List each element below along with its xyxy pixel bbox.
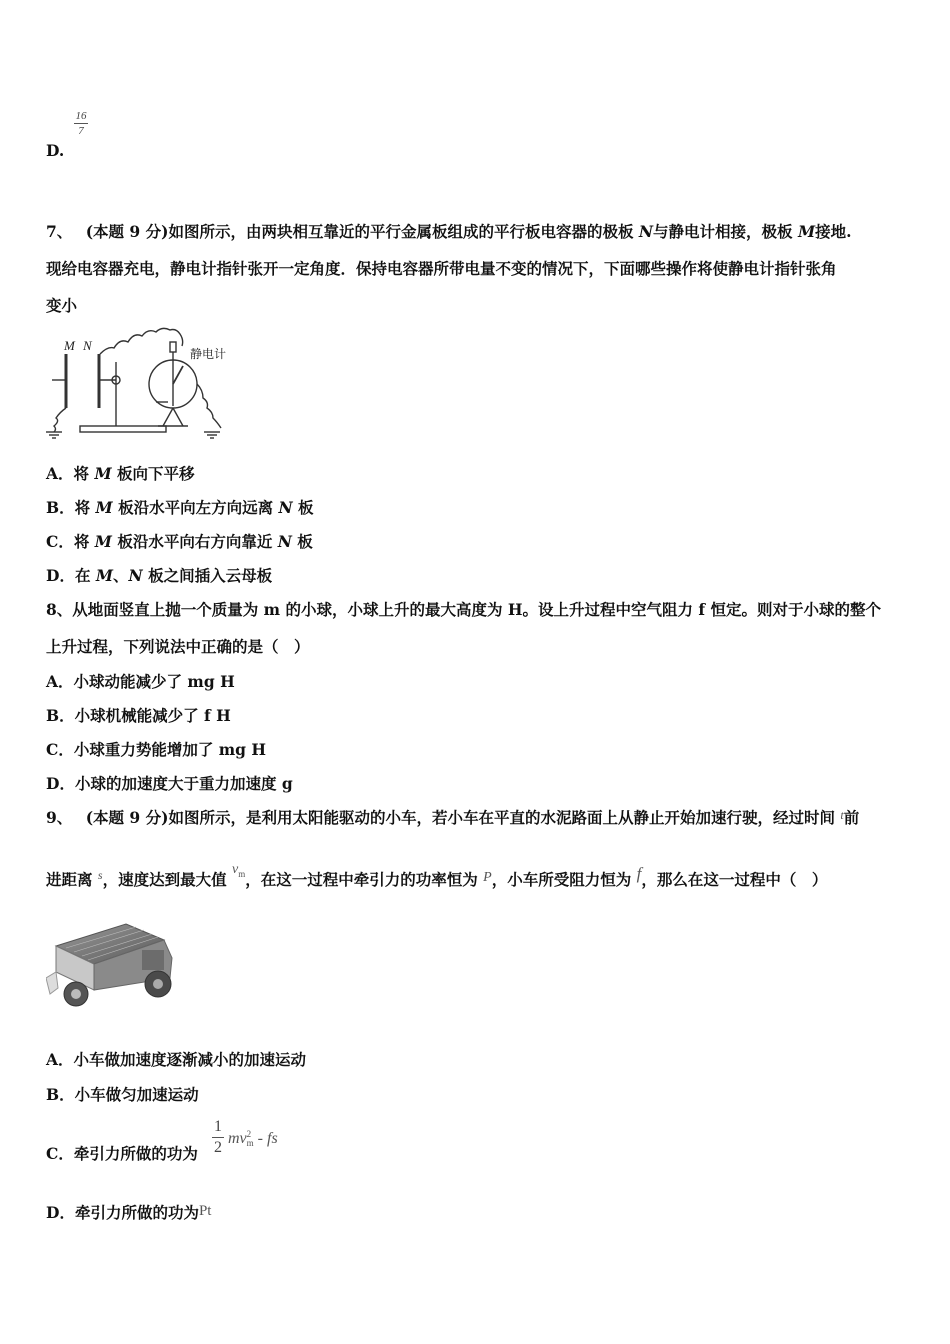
capacitor-electrometer-figure [44,322,244,444]
option-d-label-top: D. [46,141,65,160]
q7-option-d-n: N [128,566,143,585]
q7-plate-n: N [638,222,654,241]
q7-option-d [46,566,272,586]
q9-line-2 [46,862,828,896]
q9-option-d-expr: Pt [198,1203,212,1219]
q9-text-2e: ，那么在这一过程中（ ） [641,870,828,889]
solar-car-image [46,918,186,1018]
q7-option-b-label: B． [46,498,75,517]
q9-points: (本题 9 分) [85,808,169,827]
q7-text-1a: 如图所示，由两块相互靠近的平行金属板组成的平行板电容器的极板 [168,222,634,241]
q7-points: (本题 9 分) [85,222,169,241]
q7-option-d-pre: 在 [74,566,96,585]
q9-text-2b: ，速度达到最大值 [102,870,227,889]
q9-option-a [46,1050,306,1070]
q9-option-b [46,1085,199,1105]
q9-symbol-p: P [483,870,492,885]
q9-option-d-text: 牵引力所做的功为 [74,1203,199,1222]
q7-option-a-post: 板向下平移 [111,464,195,483]
q7-text-1c: 接地. [815,222,852,241]
q9-option-c-mv: mv [228,1130,247,1147]
q9-number: 9、 [46,808,73,827]
q9-option-c-supsub [247,1130,254,1148]
q8-option-c-text: 小球重力势能增加了 mg H [73,740,267,759]
q8-option-d [46,774,293,794]
q9-text-1: 如图所示，是利用太阳能驱动的小车，若小车在平直的水泥路面上从静止开始加速行驶，经过时间 [168,808,835,827]
q9-option-c-sup: 2 [246,1129,252,1140]
q7-option-a-m: M [94,464,112,483]
q7-option-d-sep: 、 [113,566,129,585]
q9-option-c-frac-den: 2 [214,1139,222,1156]
q7-option-b-n: N [278,498,293,517]
solar-car-figure [46,918,186,1018]
q9-text-2c: ，在这一过程中牵引力的功率恒为 [245,870,478,889]
q9-option-c-rest: - fs [257,1130,278,1147]
q7-option-c [46,532,313,552]
q7-option-c-pre: 将 [73,532,95,551]
q9-symbol-s: s [97,868,103,882]
q7-line-1 [46,222,852,242]
q7-option-d-post: 板之间插入云母板 [142,566,273,585]
q7-option-d-label: D． [46,566,75,585]
q8-option-c [46,740,266,760]
q9-symbol-vm [232,862,245,877]
q7-option-c-n: N [277,532,292,551]
q9-option-a-text: 小车做加速度逐渐减小的加速运动 [73,1050,307,1069]
q7-option-c-label: C． [46,532,74,551]
q9-option-c-frac-bar [212,1137,224,1138]
q7-line-2: 现给电容器充电，静电计指针张开一定角度．保持电容器所带电量不变的情况下，下面哪些操作将使静电计指针张角 [46,259,837,278]
q9-option-c [46,1144,198,1164]
q7-option-a-label: A． [46,464,74,483]
q8-option-a-label: A． [46,672,74,691]
q9-line-1 [46,808,859,829]
q7-option-b [46,498,314,518]
q9-symbol-t: t [840,808,844,822]
fraction-16-7 [74,110,88,137]
fraction-denominator: 7 [78,125,84,137]
q7-option-c-m: M [94,532,112,551]
figure-label-n: N [83,338,92,353]
q7-option-d-m: M [95,566,114,585]
figure-label-electrometer: 静电计 [190,347,227,361]
q8-option-b [46,706,231,726]
q7-line-3: 变小 [46,296,78,315]
q7-option-c-post: 板 [291,532,313,551]
q8-option-b-label: B． [46,706,75,725]
q9-symbol-v-sub: m [238,868,246,879]
q7-option-a [46,464,195,484]
q9-option-a-label: A． [46,1050,74,1069]
figure-label-m: M [64,338,75,353]
q9-option-c-fraction [212,1118,224,1157]
q9-text-2d: ，小车所受阻力恒为 [491,870,632,889]
q7-number: 7、 [46,222,73,241]
q9-option-b-label: B． [46,1085,75,1104]
q7-text-1b: 与静电计相接，极板 [653,222,793,241]
q8-option-c-label: C． [46,740,74,759]
q8-option-d-text: 小球的加速度大于重力加速度 g [74,774,293,793]
q9-symbol-f: f [636,864,642,883]
q9-text-1b: 前 [843,808,860,827]
q9-option-c-frac-num: 1 [214,1118,222,1135]
q9-symbol-v: v [232,862,239,877]
fraction-numerator: 16 [75,110,87,122]
q8-option-a [46,672,235,692]
q7-option-b-m: M [95,498,113,517]
q7-option-b-mid: 板沿水平向左方向远离 [112,498,279,517]
q7-option-c-mid: 板沿水平向右方向靠近 [111,532,278,551]
q9-option-c-label: C． [46,1144,74,1163]
q9-text-2a: 进距离 [46,870,93,889]
capacitor-diagram [44,322,244,444]
q7-option-b-post: 板 [292,498,314,517]
q8-option-a-text: 小球动能减少了 mg H [73,672,235,691]
q7-option-a-pre: 将 [73,464,95,483]
q8-line-2: 上升过程，下列说法中正确的是（ ） [46,637,310,656]
q9-option-c-sub: m [246,1138,254,1149]
q7-option-b-pre: 将 [74,498,96,517]
q9-option-b-text: 小车做匀加速运动 [74,1085,199,1104]
q8-option-d-label: D． [46,774,75,793]
q9-option-d-label: D． [46,1203,75,1222]
fraction-bar [74,123,88,124]
q9-option-d [46,1203,211,1224]
q7-plate-m: M [797,222,816,241]
q9-option-c-expression [228,1130,278,1148]
q9-option-c-text: 牵引力所做的功为 [73,1144,198,1163]
q8-option-b-text: 小球机械能减少了 f H [74,706,231,725]
q8-line-1: 8、从地面竖直上抛一个质量为 m 的小球，小球上升的最大高度为 H。设上升过程中空气阻力 f 恒定。则对于小球的整个 [46,600,881,619]
